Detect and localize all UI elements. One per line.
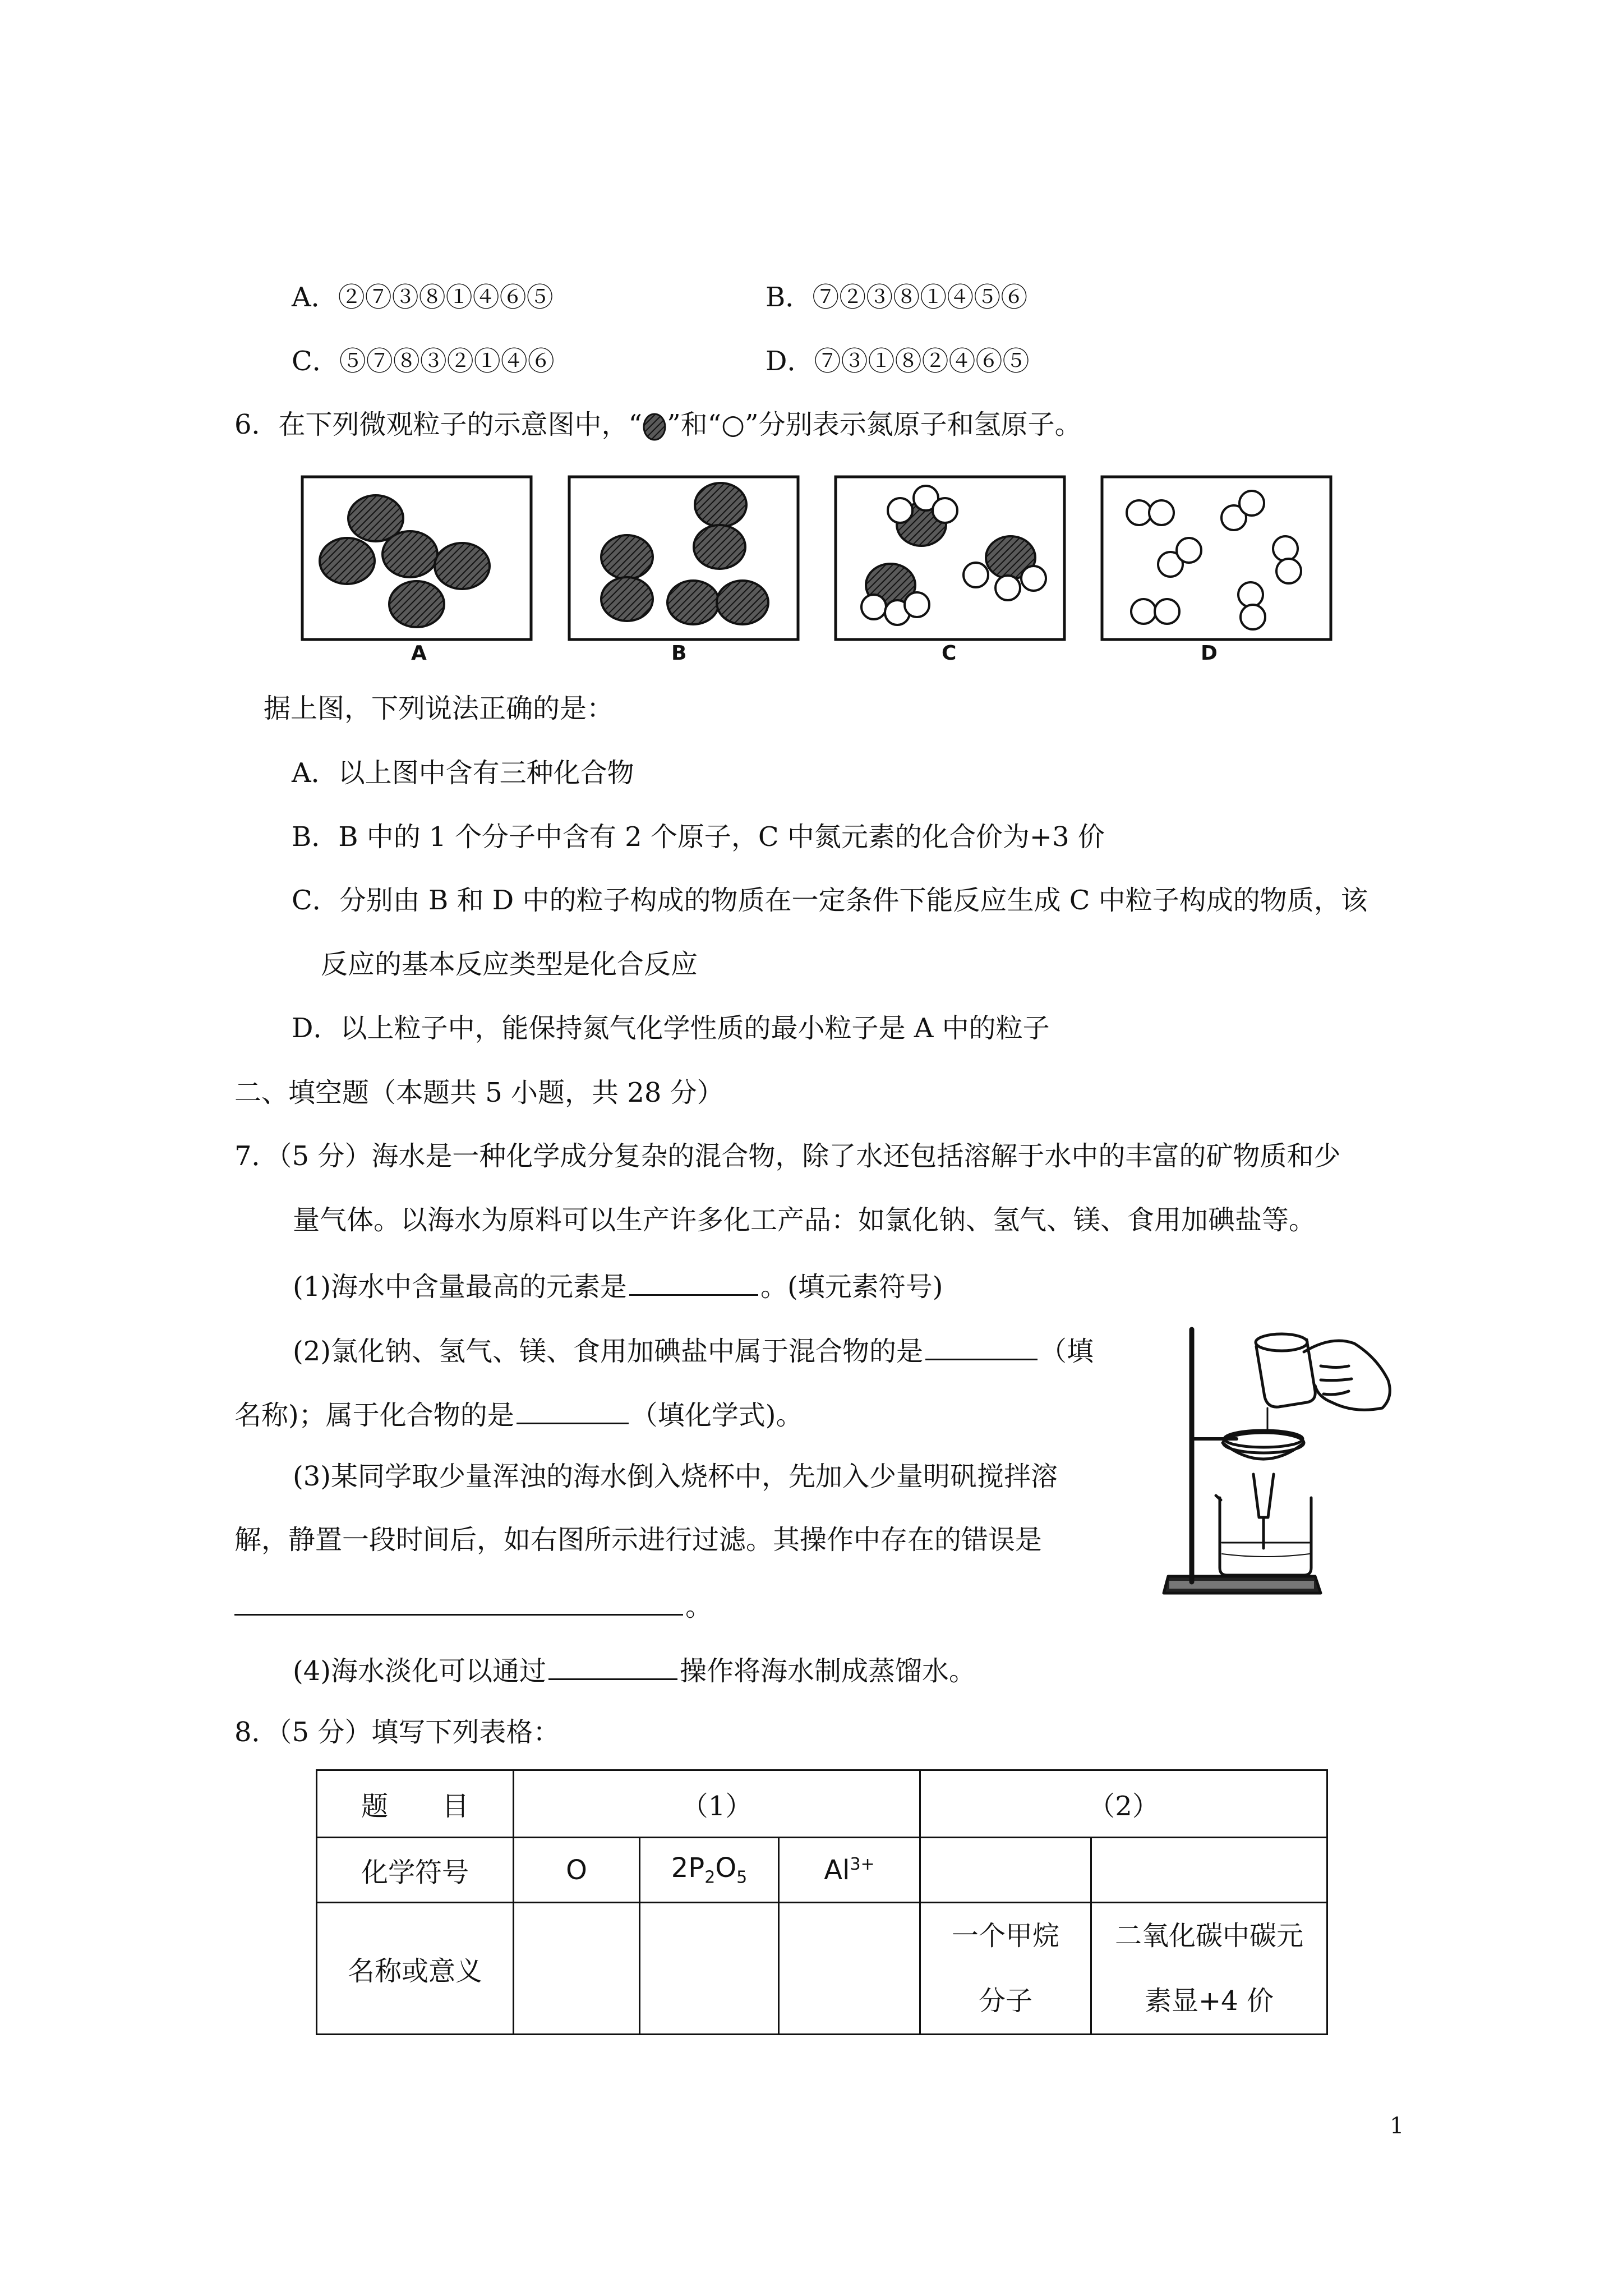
figure-label-d: D: [1201, 642, 1218, 665]
table-cell-carbon-valence: [1091, 1903, 1327, 2035]
methane-line2: 分子: [978, 1985, 1032, 2017]
table-row-name-label: 名称或意义: [317, 1903, 514, 2035]
q7-part4: [293, 1651, 976, 1688]
q7-part1: [293, 1267, 943, 1304]
q7-part2-line2: [234, 1396, 803, 1432]
q6-option-b: B．B 中的 1 个分子中含有 2 个原子，C 中氮元素的化合价为+3 价: [292, 821, 1105, 853]
q7-part1-blank: [629, 1267, 758, 1296]
table-cell-name-empty-1: [514, 1903, 640, 2035]
q7-line2: 量气体。以海水为原料可以生产许多化工产品：如氯化钠、氢气、镁、食用加碘盐等。: [293, 1204, 1316, 1236]
table-cell-p2o5: [640, 1838, 779, 1903]
al-symbol: Al: [824, 1854, 850, 1886]
q6-stem-pre: 6．在下列微观粒子的示意图中，“: [234, 409, 643, 440]
table-cell-name-empty-2: [640, 1903, 779, 2035]
q7-part1-suffix: 。(填元素符号): [760, 1271, 943, 1303]
q7-part4-text: (4)海水淡化可以通过: [293, 1655, 546, 1687]
q5-option-d: D．⑦③①⑧②④⑥⑤: [766, 346, 1030, 377]
box-c-molecules: [861, 486, 1046, 625]
q7-part2-text: (2)氯化钠、氢气、镁、食用加碘盐中属于混合物的是: [293, 1336, 923, 1367]
q7-part2-blank1: [925, 1332, 1038, 1360]
table-cell-name-empty-3: [779, 1903, 920, 2035]
table-cell-symbol-empty-2: [1091, 1838, 1327, 1903]
al-charge: 3+: [850, 1854, 875, 1874]
q7-part4-blank: [548, 1651, 677, 1680]
q7-part2-line1: [293, 1332, 1094, 1368]
table-cell-oxygen: O: [514, 1838, 640, 1903]
page-number: 1: [1390, 2113, 1404, 2139]
methane-line1: 一个甲烷: [951, 1920, 1059, 1952]
q7-part2-text2: 名称)；属于化合物的是: [234, 1400, 514, 1431]
q7-part1-text: (1)海水中含量最高的元素是: [293, 1271, 627, 1303]
figure-label-b: B: [671, 642, 687, 665]
nitrogen-atom-icon: [642, 412, 667, 441]
p2o5-sub1: 2: [704, 1867, 716, 1888]
answer-table: [316, 1769, 1328, 2035]
q7-part2-blank2: [517, 1396, 629, 1424]
q6-stem-mid: ”和“○”分别表示氮原子和氢原子。: [667, 409, 1082, 440]
q7-part3-suffix: 。: [685, 1591, 713, 1622]
box-b-molecules: [601, 483, 768, 624]
filtration-apparatus-figure: [1152, 1313, 1416, 1627]
table-header-label: 题 目: [317, 1770, 514, 1838]
table-row-symbol-label: 化学符号: [317, 1838, 514, 1903]
q8-stem: 8．（5 分）填写下列表格：: [234, 1717, 560, 1748]
carbon-line2: 素显+4 价: [1144, 1985, 1274, 2017]
p2o5-sub2: 5: [736, 1867, 748, 1888]
table-cell-al-ion: [779, 1838, 920, 1903]
q7-part3-blank: [234, 1587, 683, 1616]
box-a-atoms: [320, 495, 490, 627]
q6-option-c-line2: 反应的基本反应类型是化合反应: [321, 949, 698, 980]
q7-line1: 7．（5 分）海水是一种化学成分复杂的混合物，除了水还包括溶解于水中的丰富的矿物质和少: [234, 1140, 1341, 1172]
q7-part3-line3: [234, 1587, 712, 1623]
q7-part3-line2: 解，静置一段时间后，如右图所示进行过滤。其操作中存在的错误是: [234, 1524, 1043, 1556]
table-header-1: （1）: [514, 1770, 920, 1838]
q6-option-d: D．以上粒子中，能保持氮气化学性质的最小粒子是 A 中的粒子: [292, 1013, 1050, 1044]
q5-option-c: C．⑤⑦⑧③②①④⑥: [292, 346, 555, 377]
q5-option-a: A．②⑦③⑧①④⑥⑤: [292, 282, 554, 313]
q6-stem: [234, 408, 1082, 441]
table-cell-methane: [920, 1903, 1091, 2035]
figure-label-c: C: [942, 642, 957, 665]
particle-diagram: [292, 466, 1335, 668]
carbon-line1: 二氧化碳中碳元: [1114, 1920, 1303, 1952]
table-cell-symbol-empty-1: [920, 1838, 1091, 1903]
q7-part2-suffix2: （填化学式)。: [630, 1400, 803, 1431]
figure-label-a: A: [411, 642, 427, 665]
q7-part4-suffix: 操作将海水制成蒸馏水。: [680, 1655, 976, 1687]
q6-option-a: A．以上图中含有三种化合物: [292, 757, 634, 789]
table-header-2: （2）: [920, 1770, 1327, 1838]
q7-part3-line1: (3)某同学取少量浑浊的海水倒入烧杯中，先加入少量明矾搅拌溶: [293, 1461, 1058, 1492]
q7-part2-suffix: （填: [1040, 1336, 1094, 1367]
box-d-molecules: [1127, 491, 1301, 629]
q5-option-b: B．⑦②③⑧①④⑤⑥: [766, 282, 1028, 313]
p2o5-o: O: [715, 1852, 737, 1884]
q6-lead: 据上图，下列说法正确的是：: [264, 693, 614, 724]
p2o5-coef: 2P: [671, 1852, 705, 1884]
q6-option-c-line1: C．分别由 B 和 D 中的粒子构成的物质在一定条件下能反应生成 C 中粒子构成的物质，该: [292, 885, 1368, 916]
section-heading: 二、填空题（本题共 5 小题，共 28 分）: [234, 1077, 724, 1108]
